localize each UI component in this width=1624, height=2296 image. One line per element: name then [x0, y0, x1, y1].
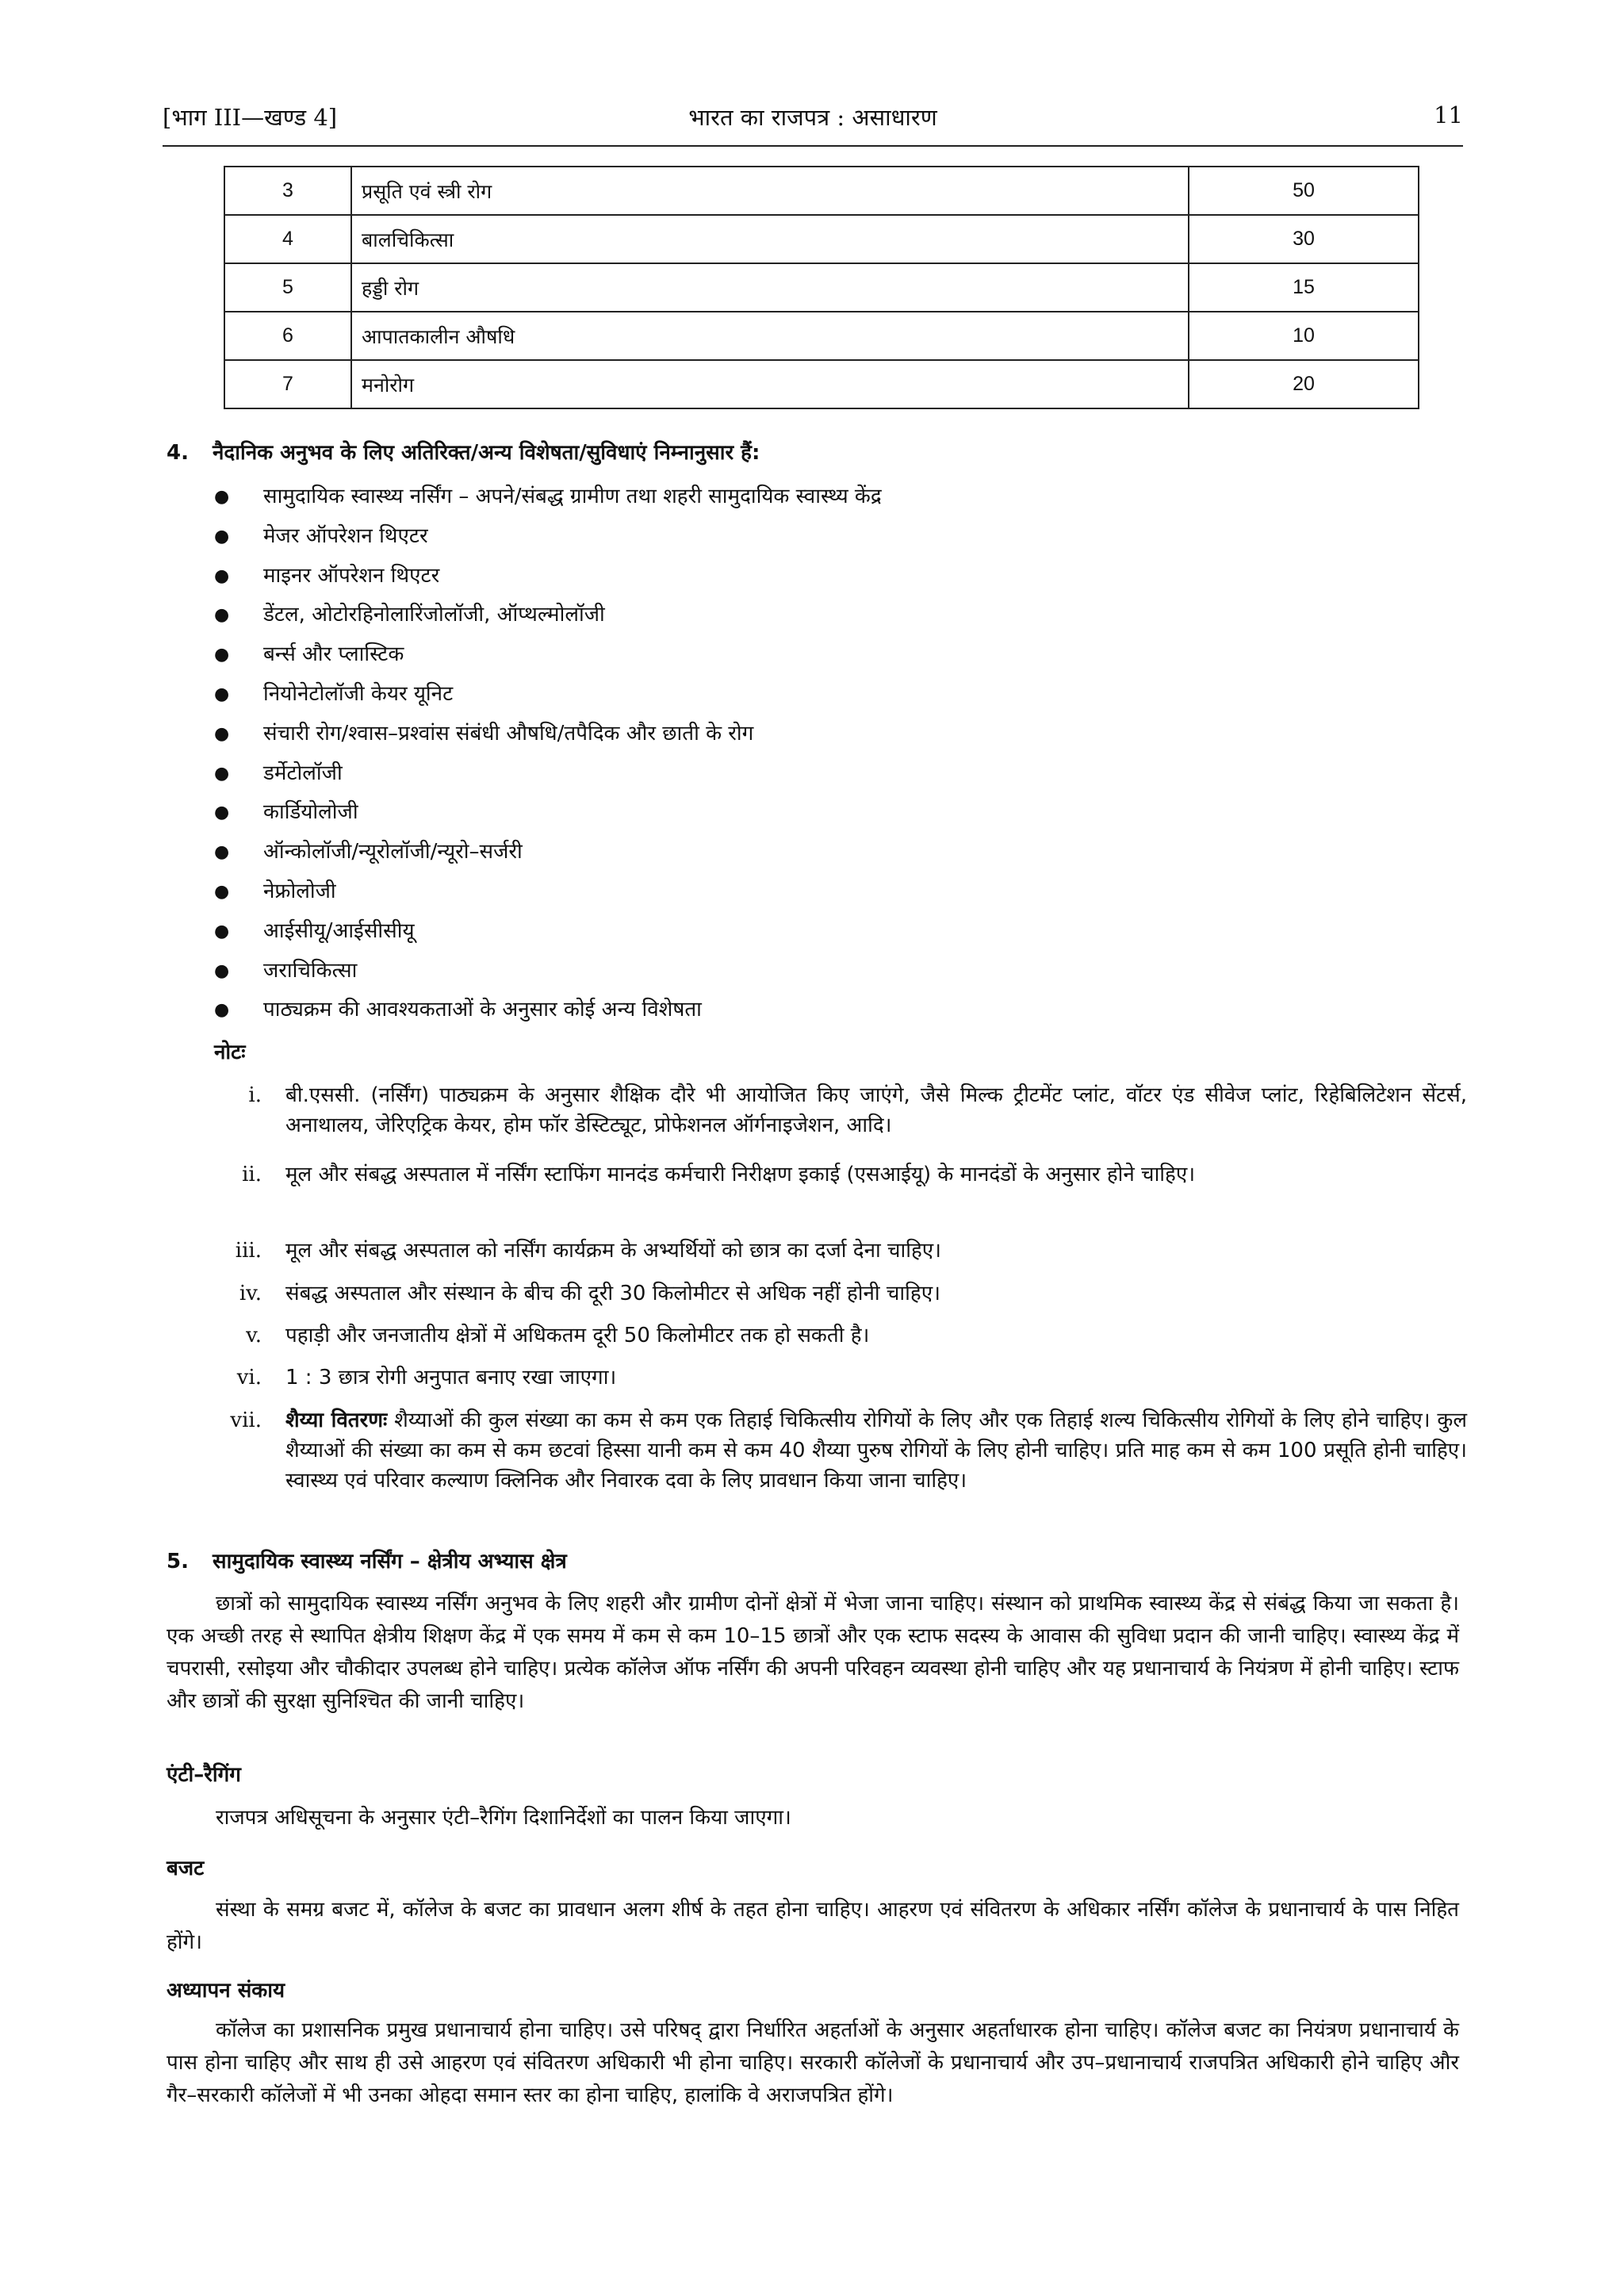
- section-title: सामुदायिक स्वास्थ्य नर्सिंग – क्षेत्रीय अभ्यास क्षेत्र: [213, 1550, 567, 1573]
- specialty-cell: मनोरोग: [351, 360, 1189, 408]
- part-section-label: [भाग III—खण्ड 4]: [163, 104, 338, 131]
- serial-cell: 3: [224, 167, 351, 215]
- bullet-icon: ●: [214, 763, 230, 784]
- list-item-text: नियोनेटोलॉजी केयर यूनिट: [263, 681, 454, 706]
- bed-distribution-table: [224, 166, 1419, 409]
- list-item-text: डर्मेटोलॉजी: [263, 761, 343, 785]
- note-numeral: iii.: [235, 1239, 262, 1263]
- list-item-text: माइनर ऑपरेशन थिएटर: [263, 563, 440, 588]
- list-item-text: कार्डियोलोजी: [263, 800, 358, 825]
- bullet-icon: ●: [214, 723, 230, 744]
- list-item: [206, 596, 882, 635]
- beds-cell: 10: [1189, 312, 1419, 360]
- specialty-cell: आपातकालीन औषधि: [351, 312, 1189, 360]
- specialty-cell: हड्डी रोग: [351, 263, 1189, 312]
- note-text: संबद्ध अस्पताल और संस्थान के बीच की दूरी 30 किलोमीटर से अधिक नहीं होनी चाहिए।: [285, 1282, 940, 1305]
- list-item: [206, 517, 882, 557]
- bullet-icon: ●: [214, 881, 230, 902]
- bullet-icon: ●: [214, 605, 230, 626]
- page-header: [163, 102, 1463, 138]
- facilities-list: [206, 477, 882, 1030]
- teaching-faculty-paragraph: कॉलेज का प्रशासनिक प्रमुख प्रधानाचार्य होना चाहिए। उसे परिषद् द्वारा निर्धारित अहर्ताओं के अनुसार अहर्ताधारक होना चाहिए। कॉलेज बजट का नियंत्रण प्रधानाचार्य के पास होना चाहिए और साथ ही उसे आहरण एवं संवितरण अधिकारी भी होना चाहिए। सरकारी कॉलेजों के प्रधानाचार्य और उप–प्रधानाचार्य राजपत्रित अधिकारी होने चाहिए और गैर–सरकारी कॉलेजों में भी उनका ओहदा समान स्तर का होना चाहिए, हालांकि वे अराजपत्रित होंगे।: [167, 2018, 1459, 2107]
- note-numeral: ii.: [242, 1163, 262, 1186]
- note-text: [285, 1405, 1467, 1496]
- section-4-heading: [167, 436, 1459, 470]
- bullet-icon: ●: [214, 645, 230, 665]
- list-item: [206, 991, 882, 1030]
- beds-cell: 15: [1189, 263, 1419, 312]
- anti-ragging-heading: एंटी–रैगिंग: [167, 1763, 241, 1787]
- list-item: [206, 715, 882, 754]
- gazette-title: भारत का राजपत्र : असाधारण: [688, 104, 937, 131]
- table-row: [224, 360, 1419, 408]
- bullet-icon: ●: [214, 565, 230, 586]
- specialty-cell: प्रसूति एवं स्त्री रोग: [351, 167, 1189, 215]
- bullet-icon: ●: [214, 487, 230, 507]
- list-item: [206, 754, 882, 794]
- note-numeral: vi.: [236, 1366, 262, 1389]
- table-row: [224, 263, 1419, 312]
- list-item: [206, 952, 882, 991]
- list-item: [206, 675, 882, 715]
- list-item: [206, 557, 882, 596]
- bullet-icon: ●: [214, 803, 230, 823]
- list-item-text: पाठ्यक्रम की आवश्यकताओं के अनुसार कोई अन्य विशेषता: [263, 998, 702, 1022]
- list-item: [206, 912, 882, 952]
- bullet-icon: ●: [214, 1000, 230, 1021]
- budget-heading: बजट: [167, 1857, 205, 1880]
- list-item-text: संचारी रोग/श्वास–प्रश्वांस संबंधी औषधि/तपैदिक और छाती के रोग: [263, 721, 754, 746]
- list-item-text: नेफ्रोलोजी: [263, 879, 336, 903]
- list-item-text: डेंटल, ओटोरहिनोलारिंजोलॉजी, ऑप्थल्मोलॉजी: [263, 603, 605, 627]
- section-number: 4.: [167, 441, 189, 465]
- table-row: [224, 167, 1419, 215]
- serial-cell: 4: [224, 215, 351, 263]
- note-text: बी.एससी. (नर्सिंग) पाठ्यक्रम के अनुसार शैक्षिक दौरे भी आयोजित किए जाएंगे, जैसे मिल्क ट्रीटमेंट प्लांट, वॉटर एंड सीवेज प्लांट, रिहेबिलिटेशन सेंटर्स, अनाथालय, जेरिएट्रिक केयर, होम फॉर डेस्टिट्यूट, प्रोफेशनल ऑर्गनाइजेशन, आदि।: [285, 1083, 1467, 1137]
- bullet-icon: ●: [214, 842, 230, 863]
- serial-cell: 7: [224, 360, 351, 408]
- serial-cell: 6: [224, 312, 351, 360]
- list-item: [206, 635, 882, 675]
- page-number: 11: [1434, 102, 1463, 128]
- header-divider: [163, 145, 1463, 147]
- list-item-text: ऑन्कोलॉजी/न्यूरोलॉजी/न्यूरो–सर्जरी: [263, 840, 523, 864]
- list-item: [206, 793, 882, 833]
- beds-cell: 30: [1189, 215, 1419, 263]
- note-text: मूल और संबद्ध अस्पताल में नर्सिंग स्टाफिंग मानदंड कर्मचारी निरीक्षण इकाई (एसआईयू) के मानदंडों के अनुसार होने चाहिए।: [285, 1163, 1196, 1186]
- note-numeral: iv.: [239, 1282, 262, 1305]
- budget-paragraph: संस्था के समग्र बजट में, कॉलेज के बजट का प्रावधान अलग शीर्ष के तहत होना चाहिए। आहरण एवं संवितरण के अधिकार नर्सिंग कॉलेज के प्रधानाचार्य के पास निहित होंगे।: [167, 1898, 1459, 1954]
- section-5-heading: [167, 1545, 1459, 1578]
- list-item: [206, 833, 882, 872]
- bullet-icon: ●: [214, 684, 230, 704]
- list-item: [206, 872, 882, 912]
- list-item: [206, 477, 882, 517]
- section-title: नैदानिक अनुभव के लिए अतिरिक्त/अन्य विशेषता/सुविधाएं निम्नानुसार हैं:: [213, 441, 760, 465]
- note-text: पहाड़ी और जनजातीय क्षेत्रों में अधिकतम दूरी 50 किलोमीटर तक हो सकती है।: [285, 1324, 870, 1347]
- beds-cell: 50: [1189, 167, 1419, 215]
- list-item-text: जराचिकित्सा: [263, 958, 358, 983]
- list-item-text: आईसीयू/आईसीसीयू: [263, 918, 415, 943]
- list-item-text: मेजर ऑपरेशन थिएटर: [263, 523, 428, 548]
- note-body: शैय्याओं की कुल संख्या का कम से कम एक तिहाई चिकित्सीय रोगियों के लिए और एक तिहाई शल्य चिकित्सीय रोगियों के लिए होने चाहिए। कुल शैय्याओं की संख्या का कम से कम छटवां हिस्सा यानी कम से कम 40 शैय्या पुरुष रोगियों के लिए होनी चाहिए। प्रति माह कम से कम 100 प्रसूति होनी चाहिए। स्वास्थ्य एवं परिवार कल्याण क्लिनिक और निवारक दवा के लिए प्रावधान किया जाना चाहिए।: [285, 1409, 1467, 1493]
- note-numeral: v.: [246, 1324, 262, 1347]
- bullet-icon: ●: [214, 960, 230, 981]
- bullet-icon: ●: [214, 526, 230, 546]
- section-number: 5.: [167, 1550, 189, 1573]
- bullet-icon: ●: [214, 921, 230, 941]
- note-numeral: i.: [248, 1083, 262, 1107]
- list-item-text: बर्न्स और प्लास्टिक: [263, 642, 404, 667]
- note-numeral: vii.: [230, 1409, 262, 1432]
- table-row: [224, 312, 1419, 360]
- section-5-paragraph: छात्रों को सामुदायिक स्वास्थ्य नर्सिंग अनुभव के लिए शहरी और ग्रामीण दोनों क्षेत्रों में भेजा जाना चाहिए। संस्थान को प्राथमिक स्वास्थ्य केंद्र से संबंद्ध किया जा सकता है। एक अच्छी तरह से स्थापित क्षेत्रीय शिक्षण केंद्र में एक समय में कम से कम 10–15 छात्रों और एक स्टाफ सदस्य के आवास की सुविधा प्रदान की जानी चाहिए। स्वास्थ्य केंद्र में चपरासी, रसोइया और चौकीदार उपलब्ध होने चाहिए। प्रत्येक कॉलेज ऑफ नर्सिंग की अपनी परिवहन व्यवस्था होनी चाहिए और यह प्रधानाचार्य के नियंत्रण में होनी चाहिए। स्टाफ और छात्रों की सुरक्षा सुनिश्चित की जानी चाहिए।: [167, 1592, 1459, 1713]
- anti-ragging-paragraph: राजपत्र अधिसूचना के अनुसार एंटी–रैगिंग दिशानिर्देशों का पालन किया जाएगा।: [216, 1806, 791, 1830]
- specialty-cell: बालचिकित्सा: [351, 215, 1189, 263]
- notes-heading: नोटः: [214, 1041, 246, 1064]
- table-row: [224, 215, 1419, 263]
- serial-cell: 5: [224, 263, 351, 312]
- teaching-faculty-heading: अध्यापन संकाय: [167, 1979, 285, 2003]
- note-bold-label: शैय्या वितरणः: [285, 1409, 388, 1432]
- list-item-text: सामुदायिक स्वास्थ्य नर्सिंग – अपने/संबद्ध ग्रामीण तथा शहरी सामुदायिक स्वास्थ्य केंद्र: [263, 485, 882, 508]
- beds-cell: 20: [1189, 360, 1419, 408]
- note-text: 1 : 3 छात्र रोगी अनुपात बनाए रखा जाएगा।: [285, 1366, 617, 1389]
- note-text: मूल और संबद्ध अस्पताल को नर्सिंग कार्यक्रम के अभ्यर्थियों को छात्र का दर्जा देना चाहिए।: [285, 1239, 942, 1263]
